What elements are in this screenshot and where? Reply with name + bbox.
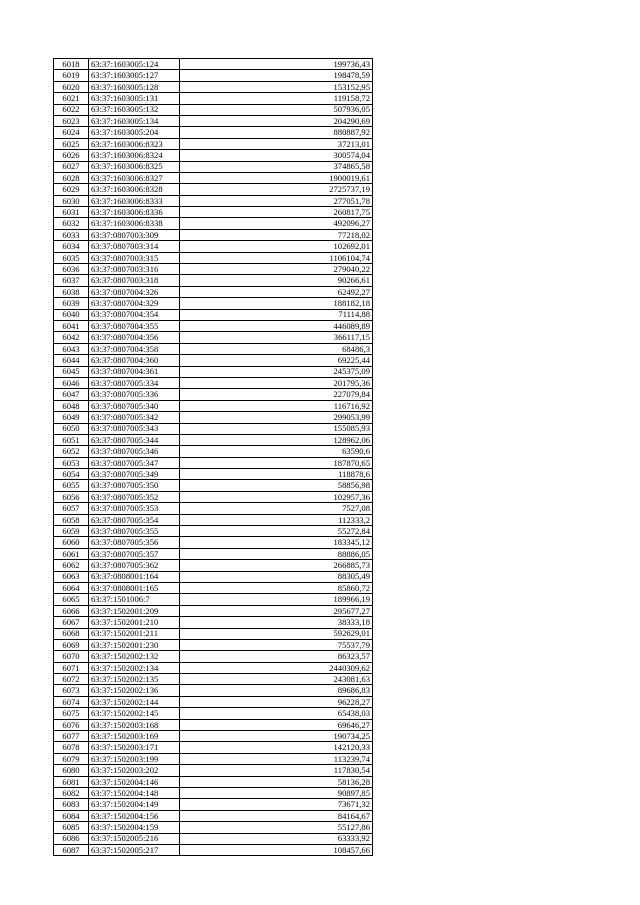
cadastral-value-cell: 277051,78	[180, 195, 373, 206]
cadastral-value-cell: 199736,43	[180, 59, 373, 70]
row-number-cell: 6085	[54, 822, 89, 833]
row-number-cell: 6076	[54, 719, 89, 730]
table-row	[54, 127, 373, 138]
table-row	[54, 822, 373, 833]
cadastral-number-cell: 63:37:1502001:211	[89, 628, 180, 639]
table-row	[54, 582, 373, 593]
table-row	[54, 332, 373, 343]
row-number-cell: 6020	[54, 81, 89, 92]
cadastral-number-cell: 63:37:0807005:344	[89, 434, 180, 445]
cadastral-number-cell: 63:37:1502003:168	[89, 719, 180, 730]
cadastral-number-cell: 63:37:1603006:8336	[89, 207, 180, 218]
cadastral-value-cell: 880887,92	[180, 127, 373, 138]
row-number-cell: 6023	[54, 115, 89, 126]
cadastral-value-cell: 204290,69	[180, 115, 373, 126]
cadastral-number-cell: 63:37:0807005:336	[89, 389, 180, 400]
cadastral-number-cell: 63:37:1603006:8328	[89, 184, 180, 195]
row-number-cell: 6051	[54, 434, 89, 445]
cadastral-value-cell: 73671,32	[180, 799, 373, 810]
cadastral-number-cell: 63:37:1502001:209	[89, 605, 180, 616]
table-row	[54, 753, 373, 764]
table-row	[54, 491, 373, 502]
table-row	[54, 309, 373, 320]
cadastral-number-cell: 63:37:1502004:146	[89, 776, 180, 787]
table-row	[54, 366, 373, 377]
table-row	[54, 833, 373, 844]
table-row	[54, 526, 373, 537]
table-row	[54, 241, 373, 252]
cadastral-value-cell: 119158,72	[180, 93, 373, 104]
cadastral-value-cell: 2440309,62	[180, 662, 373, 673]
table-row	[54, 571, 373, 582]
row-number-cell: 6057	[54, 503, 89, 514]
cadastral-value-cell: 38333,18	[180, 617, 373, 628]
cadastral-number-cell: 63:37:1502002:134	[89, 662, 180, 673]
table-row	[54, 400, 373, 411]
cadastral-number-cell: 63:37:1502003:202	[89, 765, 180, 776]
row-number-cell: 6071	[54, 662, 89, 673]
table-row	[54, 662, 373, 673]
cadastral-number-cell: 63:37:0807005:353	[89, 503, 180, 514]
table-row	[54, 480, 373, 491]
row-number-cell: 6054	[54, 469, 89, 480]
cadastral-number-cell: 63:37:1603005:127	[89, 70, 180, 81]
cadastral-value-table	[53, 58, 373, 856]
cadastral-number-cell: 63:37:1502005:216	[89, 833, 180, 844]
cadastral-value-cell: 592629,01	[180, 628, 373, 639]
cadastral-number-cell: 63:37:0807005:346	[89, 446, 180, 457]
cadastral-number-cell: 63:37:0807005:354	[89, 514, 180, 525]
cadastral-number-cell: 63:37:0807004:355	[89, 320, 180, 331]
row-number-cell: 6064	[54, 582, 89, 593]
cadastral-number-cell: 63:37:0807003:318	[89, 275, 180, 286]
cadastral-number-cell: 63:37:1603005:124	[89, 59, 180, 70]
cadastral-value-cell: 189966,19	[180, 594, 373, 605]
table-row	[54, 788, 373, 799]
table-row	[54, 218, 373, 229]
cadastral-value-cell: 90897,85	[180, 788, 373, 799]
table-row	[54, 59, 373, 70]
cadastral-number-cell: 63:37:1502003:199	[89, 753, 180, 764]
row-number-cell: 6073	[54, 685, 89, 696]
row-number-cell: 6041	[54, 320, 89, 331]
table-row	[54, 298, 373, 309]
cadastral-value-cell: 58136,28	[180, 776, 373, 787]
row-number-cell: 6063	[54, 571, 89, 582]
cadastral-number-cell: 63:37:1502004:148	[89, 788, 180, 799]
cadastral-value-cell: 58856,98	[180, 480, 373, 491]
cadastral-number-cell: 63:37:1603006:8324	[89, 150, 180, 161]
cadastral-number-cell: 63:37:0807005:362	[89, 560, 180, 571]
cadastral-number-cell: 63:37:0807004:356	[89, 332, 180, 343]
cadastral-value-cell: 201795,36	[180, 377, 373, 388]
row-number-cell: 6045	[54, 366, 89, 377]
cadastral-value-cell: 142120,33	[180, 742, 373, 753]
table-row	[54, 264, 373, 275]
row-number-cell: 6027	[54, 161, 89, 172]
row-number-cell: 6060	[54, 537, 89, 548]
table-row	[54, 560, 373, 571]
cadastral-value-cell: 86323,57	[180, 651, 373, 662]
table-row	[54, 617, 373, 628]
table-row	[54, 810, 373, 821]
table-row	[54, 252, 373, 263]
table-row	[54, 719, 373, 730]
table-body	[54, 59, 373, 856]
row-number-cell: 6087	[54, 844, 89, 855]
table-row	[54, 172, 373, 183]
cadastral-value-cell: 366117,15	[180, 332, 373, 343]
cadastral-number-cell: 63:37:1502004:159	[89, 822, 180, 833]
table-row	[54, 286, 373, 297]
cadastral-value-cell: 153152,95	[180, 81, 373, 92]
cadastral-number-cell: 63:37:1502005:217	[89, 844, 180, 855]
row-number-cell: 6072	[54, 674, 89, 685]
table-row	[54, 696, 373, 707]
cadastral-number-cell: 63:37:0807005:334	[89, 377, 180, 388]
cadastral-value-cell: 492096,27	[180, 218, 373, 229]
cadastral-number-cell: 63:37:0807005:350	[89, 480, 180, 491]
cadastral-value-cell: 102692,01	[180, 241, 373, 252]
row-number-cell: 6044	[54, 355, 89, 366]
table-row	[54, 275, 373, 286]
cadastral-value-cell: 113239,74	[180, 753, 373, 764]
cadastral-value-cell: 279040,22	[180, 264, 373, 275]
table-row	[54, 389, 373, 400]
cadastral-value-cell: 295677,27	[180, 605, 373, 616]
cadastral-value-cell: 446089,89	[180, 320, 373, 331]
table-row	[54, 503, 373, 514]
cadastral-value-cell: 63333,92	[180, 833, 373, 844]
table-row	[54, 423, 373, 434]
row-number-cell: 6086	[54, 833, 89, 844]
cadastral-value-cell: 37213,01	[180, 138, 373, 149]
row-number-cell: 6083	[54, 799, 89, 810]
cadastral-number-cell: 63:37:0807005:340	[89, 400, 180, 411]
row-number-cell: 6022	[54, 104, 89, 115]
cadastral-value-cell: 507936,05	[180, 104, 373, 115]
row-number-cell: 6080	[54, 765, 89, 776]
row-number-cell: 6047	[54, 389, 89, 400]
cadastral-value-cell: 69225,44	[180, 355, 373, 366]
table-row	[54, 742, 373, 753]
row-number-cell: 6077	[54, 731, 89, 742]
cadastral-number-cell: 63:37:1502003:171	[89, 742, 180, 753]
row-number-cell: 6033	[54, 229, 89, 240]
cadastral-number-cell: 63:37:1603006:8327	[89, 172, 180, 183]
cadastral-value-cell: 1900019,61	[180, 172, 373, 183]
cadastral-number-cell: 63:37:1603006:8338	[89, 218, 180, 229]
row-number-cell: 6046	[54, 377, 89, 388]
table-row	[54, 434, 373, 445]
cadastral-value-cell: 188182,18	[180, 298, 373, 309]
cadastral-value-cell: 187870,65	[180, 457, 373, 468]
row-number-cell: 6055	[54, 480, 89, 491]
row-number-cell: 6070	[54, 651, 89, 662]
cadastral-number-cell: 63:37:0807004:326	[89, 286, 180, 297]
table-row	[54, 776, 373, 787]
table-row	[54, 115, 373, 126]
cadastral-value-cell: 116716,92	[180, 400, 373, 411]
table-row	[54, 343, 373, 354]
cadastral-value-cell: 2725737,19	[180, 184, 373, 195]
cadastral-value-cell: 71114,88	[180, 309, 373, 320]
cadastral-number-cell: 63:37:1502001:230	[89, 639, 180, 650]
cadastral-number-cell: 63:37:0808001:164	[89, 571, 180, 582]
cadastral-value-cell: 84164,67	[180, 810, 373, 821]
cadastral-number-cell: 63:37:1502002:135	[89, 674, 180, 685]
cadastral-value-cell: 128962,06	[180, 434, 373, 445]
row-number-cell: 6034	[54, 241, 89, 252]
row-number-cell: 6084	[54, 810, 89, 821]
table-row	[54, 765, 373, 776]
row-number-cell: 6031	[54, 207, 89, 218]
cadastral-value-cell: 260817,75	[180, 207, 373, 218]
table-row	[54, 320, 373, 331]
cadastral-value-cell: 266885,73	[180, 560, 373, 571]
row-number-cell: 6038	[54, 286, 89, 297]
row-number-cell: 6018	[54, 59, 89, 70]
cadastral-value-cell: 96228,27	[180, 696, 373, 707]
cadastral-number-cell: 63:37:1603005:132	[89, 104, 180, 115]
cadastral-number-cell: 63:37:0807005:343	[89, 423, 180, 434]
row-number-cell: 6048	[54, 400, 89, 411]
cadastral-number-cell: 63:37:0807005:349	[89, 469, 180, 480]
table-row	[54, 708, 373, 719]
table-row	[54, 195, 373, 206]
table-row	[54, 844, 373, 855]
table-row	[54, 150, 373, 161]
cadastral-value-cell: 227079,84	[180, 389, 373, 400]
cadastral-number-cell: 63:37:0807003:309	[89, 229, 180, 240]
row-number-cell: 6036	[54, 264, 89, 275]
row-number-cell: 6024	[54, 127, 89, 138]
cadastral-value-cell: 89686,83	[180, 685, 373, 696]
row-number-cell: 6082	[54, 788, 89, 799]
cadastral-number-cell: 63:37:1603005:131	[89, 93, 180, 104]
cadastral-value-cell: 55272,84	[180, 526, 373, 537]
row-number-cell: 6062	[54, 560, 89, 571]
cadastral-value-cell: 55127,86	[180, 822, 373, 833]
cadastral-value-cell: 300574,04	[180, 150, 373, 161]
table-row	[54, 446, 373, 457]
row-number-cell: 6035	[54, 252, 89, 263]
cadastral-number-cell: 63:37:1603006:8325	[89, 161, 180, 172]
cadastral-value-cell: 374865,58	[180, 161, 373, 172]
cadastral-number-cell: 63:37:0807005:356	[89, 537, 180, 548]
row-number-cell: 6069	[54, 639, 89, 650]
table-row	[54, 104, 373, 115]
row-number-cell: 6025	[54, 138, 89, 149]
table-row	[54, 605, 373, 616]
cadastral-value-cell: 117830,54	[180, 765, 373, 776]
row-number-cell: 6059	[54, 526, 89, 537]
row-number-cell: 6052	[54, 446, 89, 457]
row-number-cell: 6042	[54, 332, 89, 343]
row-number-cell: 6032	[54, 218, 89, 229]
table-row	[54, 594, 373, 605]
row-number-cell: 6043	[54, 343, 89, 354]
cadastral-value-cell: 245375,09	[180, 366, 373, 377]
cadastral-value-cell: 65438,03	[180, 708, 373, 719]
cadastral-value-cell: 1106104,74	[180, 252, 373, 263]
cadastral-number-cell: 63:37:1502002:145	[89, 708, 180, 719]
cadastral-value-cell: 155085,93	[180, 423, 373, 434]
row-number-cell: 6028	[54, 172, 89, 183]
cadastral-number-cell: 63:37:0807004:354	[89, 309, 180, 320]
cadastral-value-cell: 190734,25	[180, 731, 373, 742]
table-row	[54, 70, 373, 81]
table-row	[54, 355, 373, 366]
table-row	[54, 799, 373, 810]
table-row	[54, 184, 373, 195]
cadastral-value-cell: 198478,59	[180, 70, 373, 81]
cadastral-number-cell: 63:37:0807003:314	[89, 241, 180, 252]
cadastral-number-cell: 63:37:0807004:361	[89, 366, 180, 377]
cadastral-number-cell: 63:37:1603006:8323	[89, 138, 180, 149]
table-row	[54, 93, 373, 104]
row-number-cell: 6056	[54, 491, 89, 502]
cadastral-value-cell: 62492,27	[180, 286, 373, 297]
cadastral-number-cell: 63:37:0807005:357	[89, 548, 180, 559]
row-number-cell: 6037	[54, 275, 89, 286]
cadastral-value-cell: 299053,99	[180, 412, 373, 423]
cadastral-number-cell: 63:37:1502002:144	[89, 696, 180, 707]
cadastral-number-cell: 63:37:1502001:210	[89, 617, 180, 628]
cadastral-number-cell: 63:37:1603005:128	[89, 81, 180, 92]
table-row	[54, 514, 373, 525]
table-row	[54, 537, 373, 548]
cadastral-value-cell: 85860,72	[180, 582, 373, 593]
cadastral-number-cell: 63:37:1502002:136	[89, 685, 180, 696]
row-number-cell: 6078	[54, 742, 89, 753]
cadastral-number-cell: 63:37:0807005:342	[89, 412, 180, 423]
row-number-cell: 6040	[54, 309, 89, 320]
row-number-cell: 6067	[54, 617, 89, 628]
cadastral-number-cell: 63:37:0807004:329	[89, 298, 180, 309]
table-row	[54, 685, 373, 696]
row-number-cell: 6075	[54, 708, 89, 719]
cadastral-value-cell: 243081,63	[180, 674, 373, 685]
cadastral-value-cell: 77218,02	[180, 229, 373, 240]
table-row	[54, 138, 373, 149]
cadastral-value-cell: 68486,3	[180, 343, 373, 354]
cadastral-value-cell: 183345,12	[180, 537, 373, 548]
cadastral-number-cell: 63:37:0807003:316	[89, 264, 180, 275]
row-number-cell: 6066	[54, 605, 89, 616]
cadastral-value-cell: 63590,6	[180, 446, 373, 457]
table-row	[54, 161, 373, 172]
row-number-cell: 6061	[54, 548, 89, 559]
cadastral-value-cell: 90266,61	[180, 275, 373, 286]
cadastral-number-cell: 63:37:1502004:149	[89, 799, 180, 810]
row-number-cell: 6026	[54, 150, 89, 161]
cadastral-number-cell: 63:37:0807005:352	[89, 491, 180, 502]
table-row	[54, 639, 373, 650]
table-row	[54, 674, 373, 685]
row-number-cell: 6068	[54, 628, 89, 639]
table-row	[54, 651, 373, 662]
cadastral-value-cell: 75537,79	[180, 639, 373, 650]
table-row	[54, 412, 373, 423]
row-number-cell: 6021	[54, 93, 89, 104]
cadastral-number-cell: 63:37:1501006:7	[89, 594, 180, 605]
cadastral-number-cell: 63:37:1502004:156	[89, 810, 180, 821]
table-row	[54, 548, 373, 559]
table-row	[54, 207, 373, 218]
row-number-cell: 6079	[54, 753, 89, 764]
cadastral-value-cell: 88305,49	[180, 571, 373, 582]
table-row	[54, 229, 373, 240]
row-number-cell: 6074	[54, 696, 89, 707]
row-number-cell: 6053	[54, 457, 89, 468]
table-row	[54, 628, 373, 639]
row-number-cell: 6039	[54, 298, 89, 309]
cadastral-value-cell: 118878,6	[180, 469, 373, 480]
cadastral-number-cell: 63:37:1502002:132	[89, 651, 180, 662]
table-row	[54, 81, 373, 92]
cadastral-number-cell: 63:37:0808001:165	[89, 582, 180, 593]
cadastral-number-cell: 63:37:1502003:169	[89, 731, 180, 742]
row-number-cell: 6058	[54, 514, 89, 525]
cadastral-value-cell: 88886,05	[180, 548, 373, 559]
cadastral-number-cell: 63:37:0807003:315	[89, 252, 180, 263]
cadastral-value-cell: 102957,36	[180, 491, 373, 502]
cadastral-value-cell: 112333,2	[180, 514, 373, 525]
row-number-cell: 6065	[54, 594, 89, 605]
row-number-cell: 6029	[54, 184, 89, 195]
cadastral-number-cell: 63:37:1603005:134	[89, 115, 180, 126]
row-number-cell: 6081	[54, 776, 89, 787]
row-number-cell: 6049	[54, 412, 89, 423]
cadastral-number-cell: 63:37:0807005:347	[89, 457, 180, 468]
cadastral-value-cell: 7527,08	[180, 503, 373, 514]
cadastral-number-cell: 63:37:0807005:355	[89, 526, 180, 537]
cadastral-number-cell: 63:37:1603006:8333	[89, 195, 180, 206]
cadastral-number-cell: 63:37:0807004:360	[89, 355, 180, 366]
row-number-cell: 6019	[54, 70, 89, 81]
cadastral-number-cell: 63:37:0807004:358	[89, 343, 180, 354]
table-row	[54, 469, 373, 480]
cadastral-number-cell: 63:37:1603005:204	[89, 127, 180, 138]
row-number-cell: 6030	[54, 195, 89, 206]
table-row	[54, 457, 373, 468]
row-number-cell: 6050	[54, 423, 89, 434]
table-row	[54, 377, 373, 388]
cadastral-value-cell: 108457,66	[180, 844, 373, 855]
table-row	[54, 731, 373, 742]
cadastral-value-cell: 69646,27	[180, 719, 373, 730]
